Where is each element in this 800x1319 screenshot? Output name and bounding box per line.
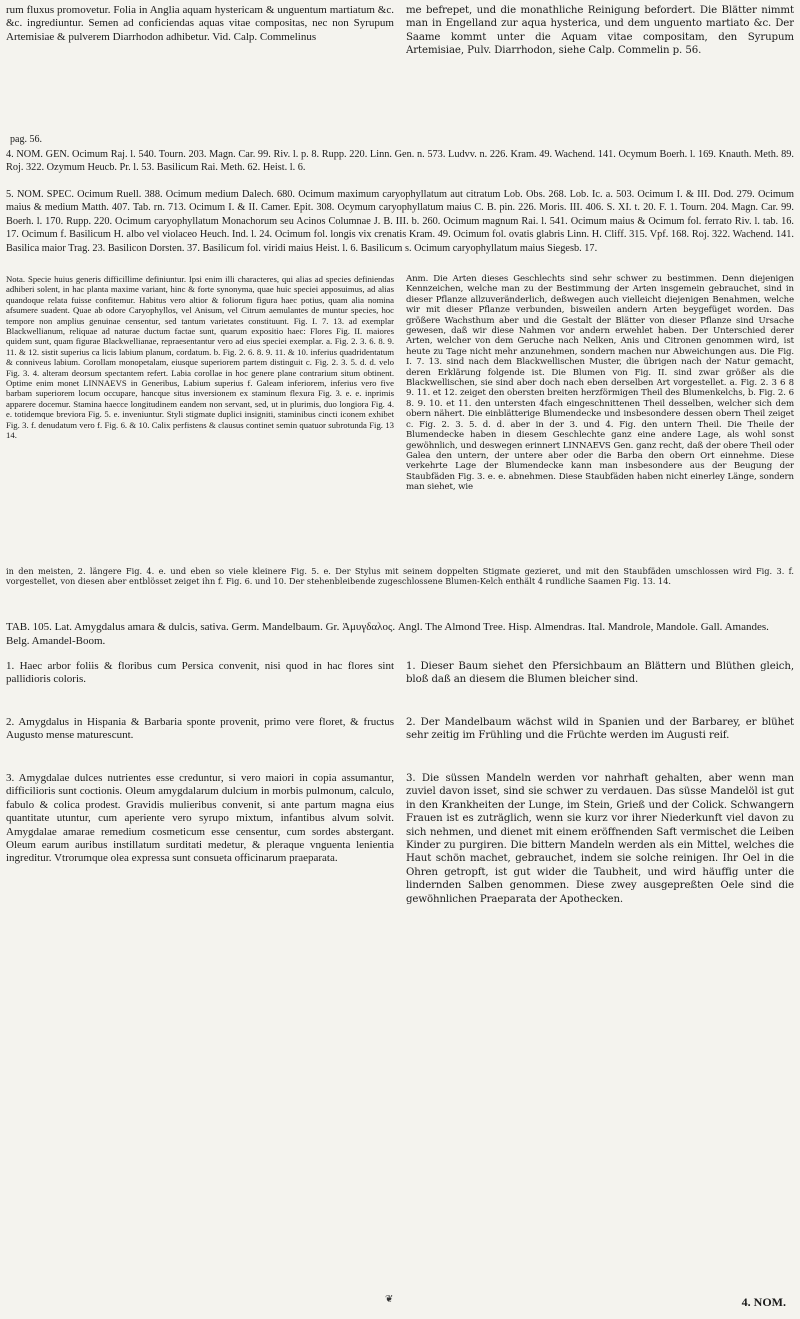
latin-text: rum fluxus promovetur. Folia in Anglia aquam hystericam & unguentum martiatum &c. &c. ingrediuntur. Semen ad conficiendas aquas vitae compositas, nec non Syrupum Artemisiae & pulverem Diarrhodon adhibetur. Vid. Calp. Commelinus <box>6 4 394 43</box>
amygdalus-para-2 <box>6 716 794 743</box>
para-1-latin <box>6 660 394 687</box>
latin-column <box>6 4 394 58</box>
para-2-german <box>406 716 794 743</box>
german-text: me befrepet, und die monathliche Reinigung befordert. Die Blätter nimmt man in Engelland zur aqua hysterica, und dem unguento martiato &c. Der Saame kommt unter die Aquam vitae compositam, den Syrupum Artemisiae, Pulv. Diarrhodon, siehe Calp. Commelin p. 56. <box>406 5 794 57</box>
para-3-german <box>406 772 794 906</box>
para-3-latin <box>6 772 394 906</box>
amygdalus-para-3 <box>6 772 794 906</box>
para-2-latin <box>6 716 394 743</box>
page-reference: pag. 56. <box>10 134 42 145</box>
nota-latin-column <box>6 274 394 493</box>
tab-header-text: TAB. 105. Lat. Amygdalus amara & dulcis, sativa. Germ. Mandelbaum. Gr. Ἀμυγδαλος. Angl. The Almond Tree. Hisp. Almendras. Ital. Mandrole, Mandole. Gall. Amandes. Belg. Amandel-Boom. <box>6 621 769 647</box>
para-text: 1. Haec arbor foliis & floribus cum Persica convenit, nisi quod in hac flores sint pallidioris coloris. <box>6 660 394 686</box>
ornament-glyph: ❦ <box>385 1294 394 1305</box>
para-text: 1. Dieser Baum siehet den Pfersichbaum an Blättern und Blüthen gleich, bloß daß an diesem die Blumen bleicher sind. <box>406 661 794 686</box>
nota-german-column <box>406 274 794 493</box>
para-text: 3. Die süssen Mandeln werden vor nahrhaft gehalten, aber wenn man zuviel davon isset, sind sie schwer zu verdauen. Das süsse Mandelöl ist gut in den Krankheiten der Lunge, im Stein, Grieß und der Colick. Schwangern Frauen ist es zuträglich, wenn sie kurz vor ihrer Niederkunft viel davon zu sich nehmen, und dienet mit einem eröffnenden Saft vermischet die Leiben Kinder zu purgiren. Die bittern Mandeln werden als ein Mittel, welches die Haut schön machet, gebrauchet, indem sie solche reinigen. Ihr Oel in die Ohren getropft, ist gut wider die Taubheit, und wird häuffig unter die lindernden Salben genommen. Diese zwey ausgepreßten Oele sind die gewöhnlichen Praeparata der Apothecken. <box>406 773 794 905</box>
para-text: 2. Amygdalus in Hispania & Barbaria sponte provenit, primo vere floret, & fructus Augusto mense maturescunt. <box>6 716 394 742</box>
nom-gen-section: 4. NOM. GEN. Ocimum Raj. l. 540. Tourn. 203. Magn. Car. 99. Riv. l. p. 8. Rupp. 220. Linn. Gen. n. 573. Ludvv. n. 226. Kram. 49. Wachend. 141. Ocymum Boerh. l. 169. Knauth. Meth. 89. Roj. 322. Ozymum Heucb. Pr. l. 53. Basilicum Rai. Meth. 62. Heist. l. 6. <box>6 149 794 174</box>
para-text: 2. Der Mandelbaum wächst wild in Spanien und der Barbarey, er blühet sehr zeitig im Frühling und die Früchte werden im Augusti reif. <box>406 717 794 742</box>
para-text: 3. Amygdalae dulces nutrientes esse creduntur, si vero maiori in copia assumantur, difficilioris sunt coctionis. Oleum amygdalarum dulcium in morbis pulmonum, calculo, fabulo & colica prodest. Gravidis mulieribus convenit, si ante partum magna eius quantitate utuntur, cum aperiente vero syrupo mixtum, infantibus alvum solvit. Amygdalae amarae remedium cosmeticum esse censentur, cum sordes abstergant. Oleum earum auribus instillatum surditati medetur, & pleraque vnguenta lenientia ingreditur. Vtrorumque olea expressa sunt consueta officinarum praeparata. <box>6 772 394 865</box>
amygdalus-para-1 <box>6 660 794 687</box>
nom-spec-section: 5. NOM. SPEC. Ocimum Ruell. 388. Ocimum medium Dalech. 680. Ocimum maximum caryophyllatum aut citratum Lob. Obs. 268. Lob. Ic. a. 503. Ocimum I. & III. Dod. 279. Ocimum maius & medium Matth. 407. Tab. rn. 713. Ocimum I. & II. Camer. Epit. 308. Ocymum caryophyllatum maius C. B. pin. 226. Moris. III. 406. S. XI. t. 20. F. 1. Tourn. 204. Magn. Car. 99. Boerh. l. 170. Rupp. 220. Ocimum caryophyllatum Monachorum seu Acinos Columnae J. B. III. b. 260. Ocimum magnum Rai. l. 541. Ocimum maius & Ocimum fol. ferrato Riv. l. tab. 16. 17. Ocimum f. Basilicum H. albo vel violaceo Heuch. Ind. l. 24. Ocimum fol. longis vix crenatis Kram. 49. Ocimum fol. ovatis glabris Linn. H. Cliff. 315. Vpf. 168. Roj. 322. Wachend. 141. Basilica maior Trag. 23. Basilicon Dorsten. 37. Basilicum fol. viridi maius Heist. l. 6. Basilicum s. Ocimum caryophyllatum maius Siegesb. 17. <box>6 189 794 254</box>
nota-tail: in den meisten, 2. längere Fig. 4. e. und eben so viele kleinere Fig. 5. e. Der Stylus mit seinem doppelten Stigmate gezieret, und mit den Staubfäden umschlossen wird Fig. 3. f. vorgestellet, von diesen aber entblösset zeiget ihn f. Fig. 6. und 10. Der stehenbleibende zugeschlossene Blumen-Kelch enthält 4 rundliche Saamen Fig. 13. 14. <box>6 566 794 587</box>
nota-section <box>6 274 794 493</box>
tab-header <box>6 620 794 648</box>
catchword: 4. NOM. <box>741 1295 786 1309</box>
para-1-german <box>406 660 794 687</box>
german-column <box>406 4 794 58</box>
nota-german-text: Anm. Die Arten dieses Geschlechts sind sehr schwer zu bestimmen. Denn diejenigen Kennzeichen, welche man zu der Bestimmung der Arten insgemein gebrauchet, sind in dieser Pflanze allzuveränderlich, deßwegen auch vielleicht diejenigen Benahmen, welche wir mit dieser Pflanze verbunden, bisweilen andern Arten beygefüget worden. Das größere Wachsthum aber und die Gestalt der Blätter von dieser Pflanze sind Ursache gewesen, daß wir diese Nahmen vor andern erwehlet haben. Der Unterschied derer Arten, welcher von dem Geruche nach Nelken, Anis und Citronen genommen wird, ist heute zu Tage nicht mehr anzunehmen, sondern machen nur Abweichungen aus. Die Fig. I. 7. 13. sind nach dem Blackwellischen Muster, die übrigen nach der Natur gemacht, deren Erklärung folgende ist. Die Blumen von Fig. II. sind zwar größer als die Blackwellischen, sie sind aber doch nach eben derselben Art vorgestellet. a. Fig. 2. 3 6 8 9. 11. et 12. zeiget den obersten breiten herzförmigen Theil des Blumenkelchs, b. Fig. 2. 6 8. 9. 10. et 11. den untersten 4fach eingeschnittenen Theil desselben, welcher sich dem obern nähert. Die einblätterige Blumendecke und insbesondere dessen obern Theil zeiget c. Fig. 2. 3. 5. d. d. aber in der 3. und 4. Fig. den untern Theil. Die Theile der Blumendecke haben in diesem Geschlechte ganz eine andere Lage, als wohl sonst gewöhnlich, und deswegen erinnert LINNAEVS Gen. ganz recht, daß der obere Theil oder Galea den untern, der untere aber oder die Barba den obern Ort einnehme. Diese verkehrte Lage der Blumendecke kann man insbesondere aus der Beugung der Staubfäden Fig. 3. e. e. abnehmen. Diese Staubfäden haben nicht einerley Länge, sondern man siehet, wie <box>406 274 794 493</box>
top-paragraph <box>6 4 794 58</box>
nota-latin-text: Nota. Specie huius generis difficillime definiuntur. Ipsi enim illi characteres, qui alias ad species definiendas adhiberi solent, in hac planta maxime variant, hinc & forte synonyma, quae huic speciei apposuimus, ad alias quandoque relata fuisse confitemur. Habitus vero altior & foliorum figura haec potius, quam alia nomina afsumere suadent. Quae ab odore Caryophyllos, vel Anisum, vel Citrum aemulantes de muntur species, hoc tempore non amplius genuinae censentur, sed tantum varietates constituunt. Fig. I. 7. 13. ad exemplar Blackwellianum, reliquae ad naturae ductum factae sunt, quarum expositio haec: Flores Fig. II. maiores quidem sunt, quam figurae Blackwellianae, repraesentantur vero ad eius speciei exemplar. a. Fig. 2. 3. 6. 8. 9. 11. & 12. sistit superius ca licis labium planum, cordatum. b. Fig. 2. 6. 8. 9. 11. & 10. inferius quadridentatum & conniveus labium. Corollam monopetalam, eiusque superiorem partem distinguit c. Fig. 2. 3. 5. d. d. velo Fig. 3. 4. alteram deorsum spectantem refert. Labia corollae in hoc genere plane contrarium situm obtinent. Optime enim monet LINNAEVS in Generibus, Labium superius f. Galeam inferiorem, inferius vero five barbam superiorem locum occupare, hancque situs inversionem ex staminum flexura Fig. 3. e. e. inprimis apparere docemur. Stamina haecce longitudinem eandem non servant, sed, ut in plurimis, duo longiora Fig. 4. e. totidemque breviora Fig. 5. e. inveniuntur. Styli stigmate duplici insigniti, staminibus cincti iconem exhibet Fig. 3. f. denudatum vero f. Fig. 6. & 10. Calix perfistens & clausus continet semin quatuor subrotunda Fig. 13 14. <box>6 274 394 441</box>
